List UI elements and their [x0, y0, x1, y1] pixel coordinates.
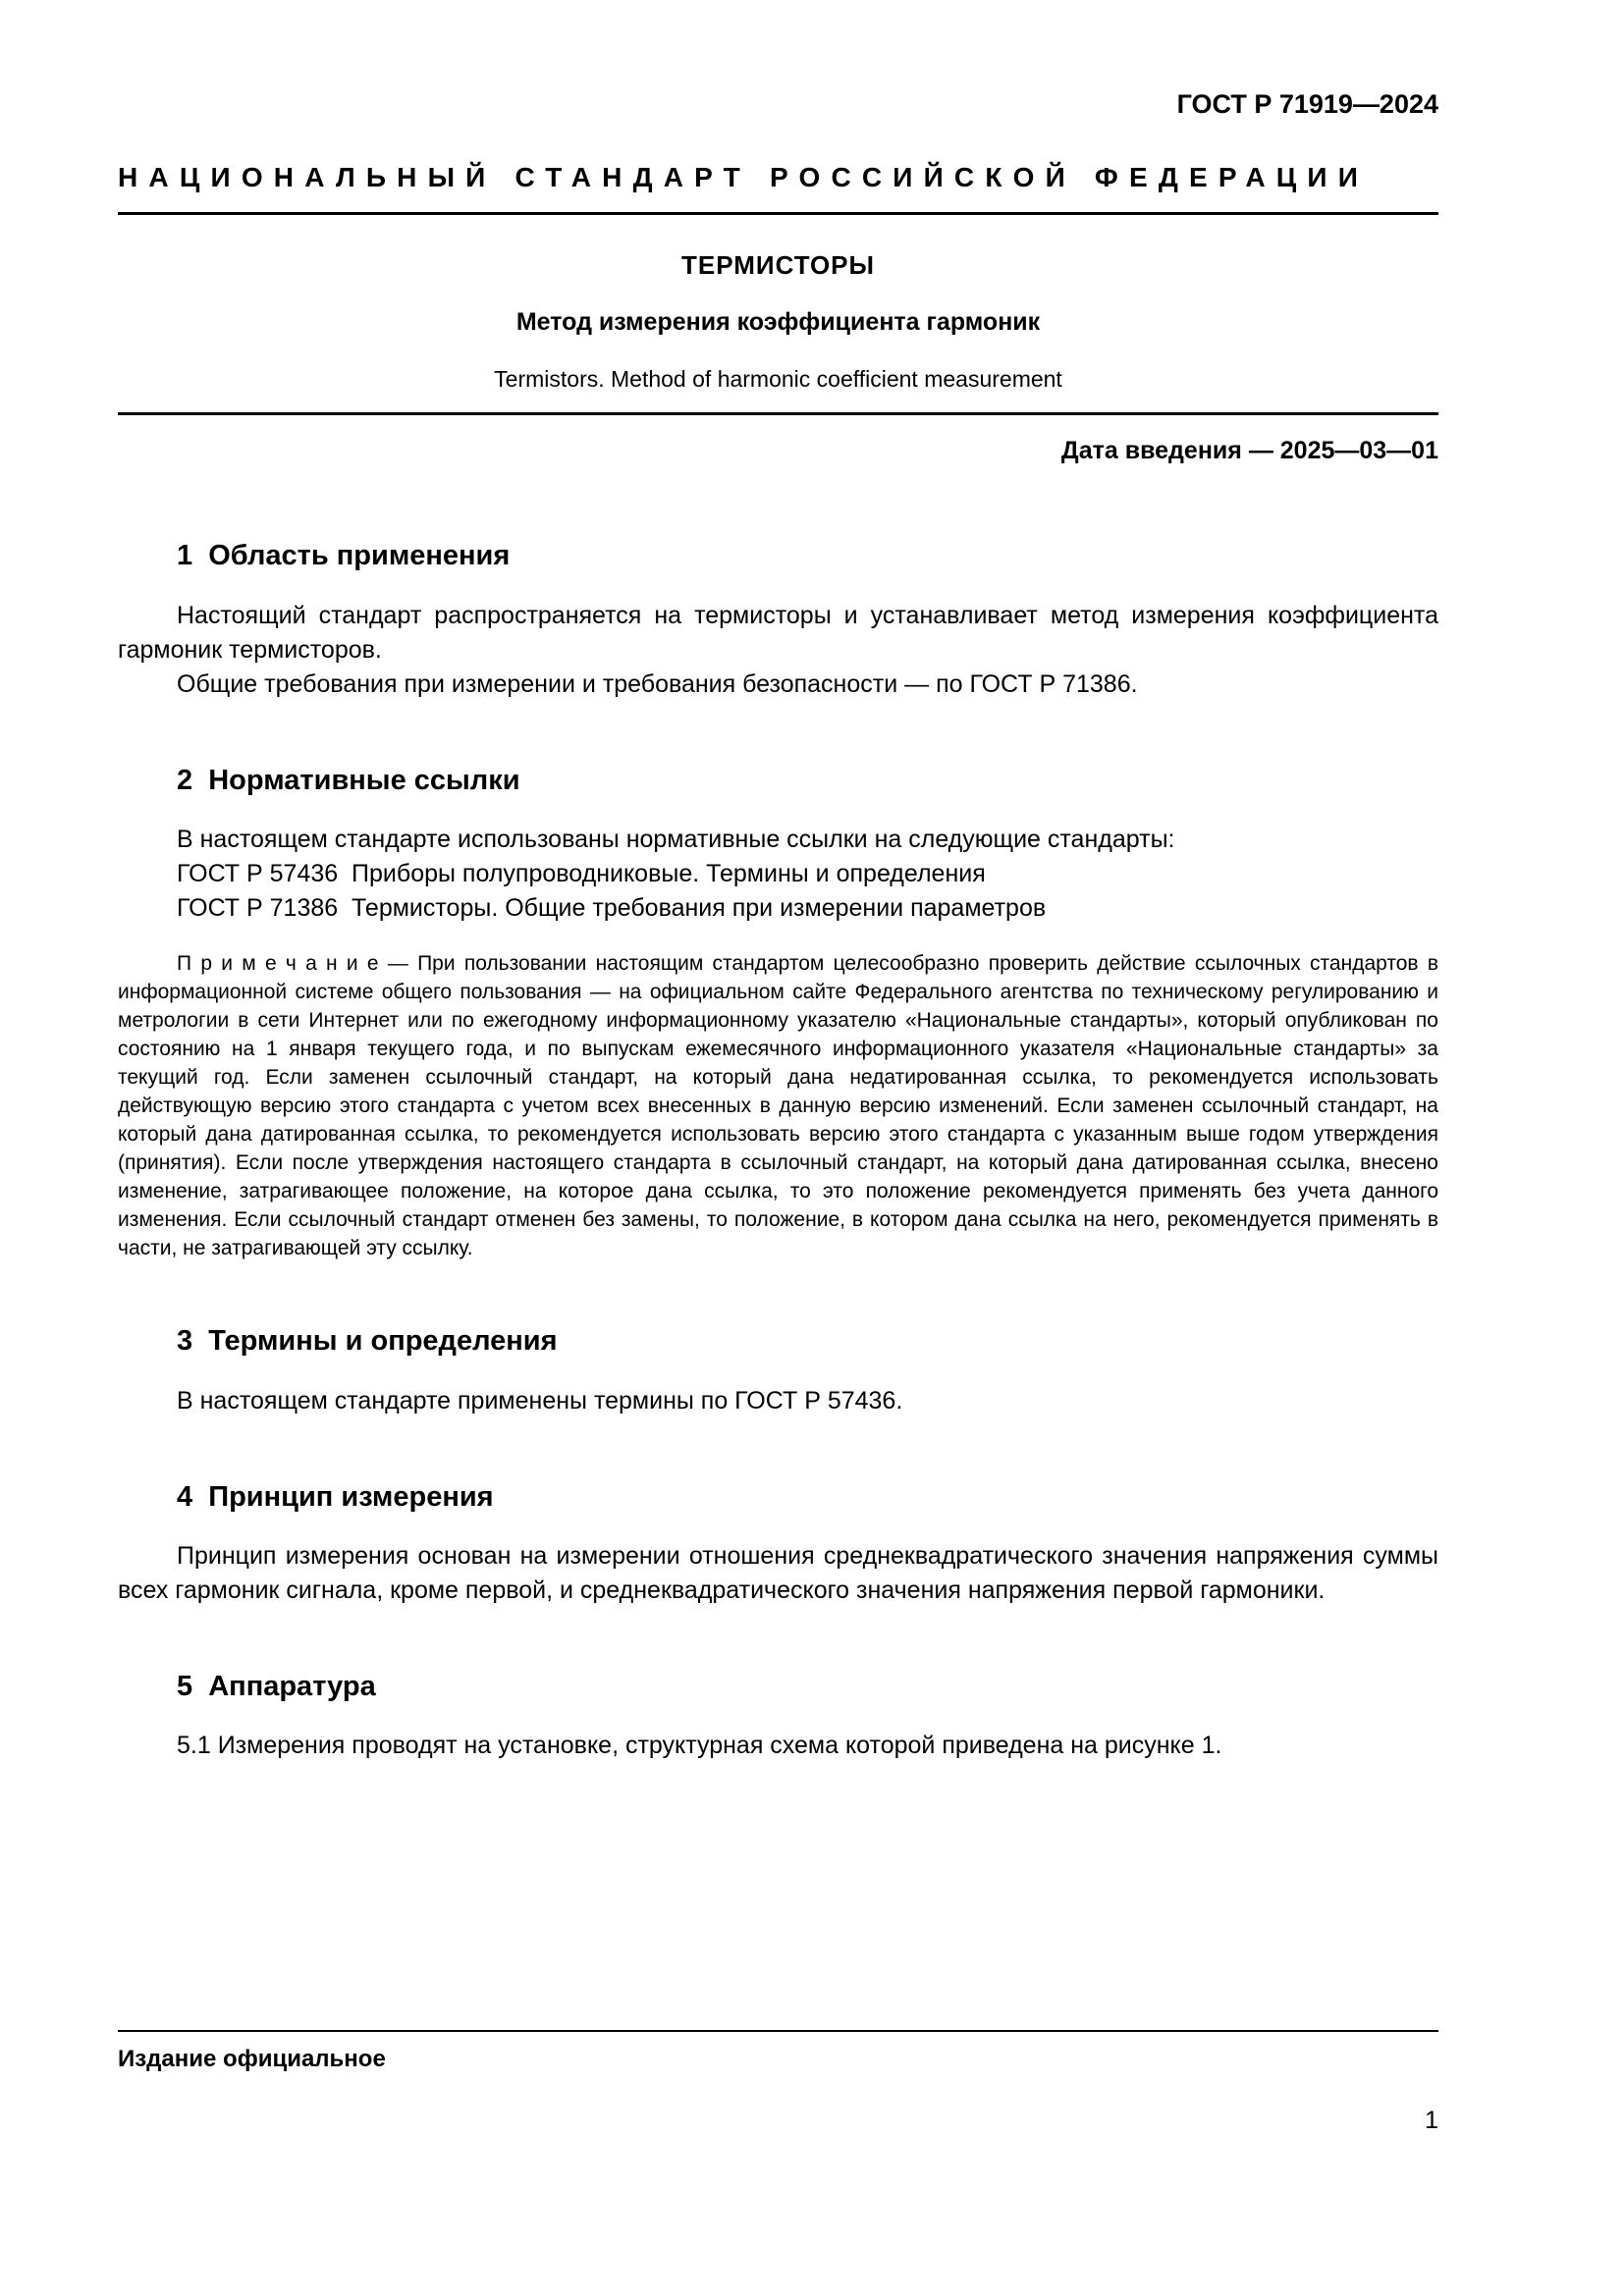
title-block	[118, 250, 1438, 393]
section-heading-4: 4 Принцип измерения	[177, 1480, 494, 1513]
section-heading-3: 3 Термины и определения	[177, 1325, 558, 1358]
section-normative-references	[118, 765, 1438, 1262]
doc-title-english: Termistors. Method of harmonic coefficient measurement	[494, 366, 1062, 393]
doc-subtitle: Метод измерения коэффициента гармоник	[515, 308, 1041, 337]
section-apparatus	[118, 1671, 1438, 1763]
section-terms-definitions	[118, 1325, 1438, 1417]
page-number: 1	[1425, 2107, 1438, 2134]
section-measurement-principle	[118, 1481, 1438, 1608]
footer-rule	[118, 2030, 1438, 2032]
reference-item: ГОСТ Р 57436 Приборы полупроводниковые. Термины и определения	[177, 860, 986, 888]
national-standard-header: НАЦИОНАЛЬНЫЙ СТАНДАРТ РОССИЙСКОЙ ФЕДЕРАЦИИ	[118, 161, 1370, 192]
section-heading-5: 5 Аппаратура	[177, 1670, 376, 1702]
paragraph: В настоящем стандарте использованы нормативные ссылки на следующие стандарты:	[177, 826, 1175, 854]
header-rule	[118, 212, 1438, 215]
paragraph: Настоящий стандарт распространяется на термисторы и устанавливает метод измерения коэффициента гармоник термисторов.	[118, 601, 1438, 664]
note-paragraph: П р и м е ч а н и е — При пользовании настоящим стандартом целесообразно проверить действие ссылочных стандартов в информационной системе общего пользования — на официальном сайте Федерального агентства по техническому регулированию и метрологии в сети Интернет или по ежегодному информационному указателю «Национальные стандарты», который опубликован по состоянию на 1 января текущего года, и по выпускам ежемесячного информационного указателя «Национальные стандарты» за текущий год. Если заменен ссылочный стандарт, на который дана недатированная ссылка, то рекомендуется использовать действующую версию этого стандарта с учетом всех внесенных в данную версию изменений. Если заменен ссылочный стандарт, на который дана датированная ссылка, то рекомендуется использовать версию этого стандарта с указанным выше годом утверждения (принятия). Если после утверждения настоящего стандарта в ссылочный стандарт, на который дана датированная ссылка, внесено изменение, затрагивающее положение, на которое дана ссылка, то это положение рекомендуется применять без учета данного изменения. Если ссылочный стандарт отменен без замены, то положение, в котором дана ссылка на него, рекомендуется применять в части, не затрагивающей эту ссылку.	[118, 952, 1438, 1260]
paragraph: В настоящем стандарте применены термины по ГОСТ Р 57436.	[177, 1386, 903, 1415]
page-footer	[118, 2030, 1438, 2135]
section-heading-2: 2 Нормативные ссылки	[177, 764, 520, 796]
doc-title: ТЕРМИСТОРЫ	[681, 250, 875, 281]
reference-item: ГОСТ Р 71386 Термисторы. Общие требования при измерении параметров	[177, 894, 1047, 923]
section-heading-1: 1 Область применения	[177, 540, 511, 572]
paragraph: 5.1 Измерения проводят на установке, структурная схема которой приведена на рисунке 1.	[177, 1732, 1222, 1760]
edition-note: Издание официальное	[118, 2046, 386, 2072]
introduction-date: Дата введения — 2025—03—01	[1060, 437, 1438, 465]
paragraph: Общие требования при измерении и требования безопасности — по ГОСТ Р 71386.	[177, 669, 1138, 698]
section-scope	[118, 540, 1438, 701]
doc-number: ГОСТ Р 71919—2024	[1176, 89, 1438, 119]
paragraph: Принцип измерения основан на измерении отношения среднеквадратического значения напряжения суммы всех гармоник сигнала, кроме первой, и среднеквадратического значения напряжения первой гармоники.	[118, 1541, 1438, 1604]
title-rule	[118, 412, 1438, 415]
